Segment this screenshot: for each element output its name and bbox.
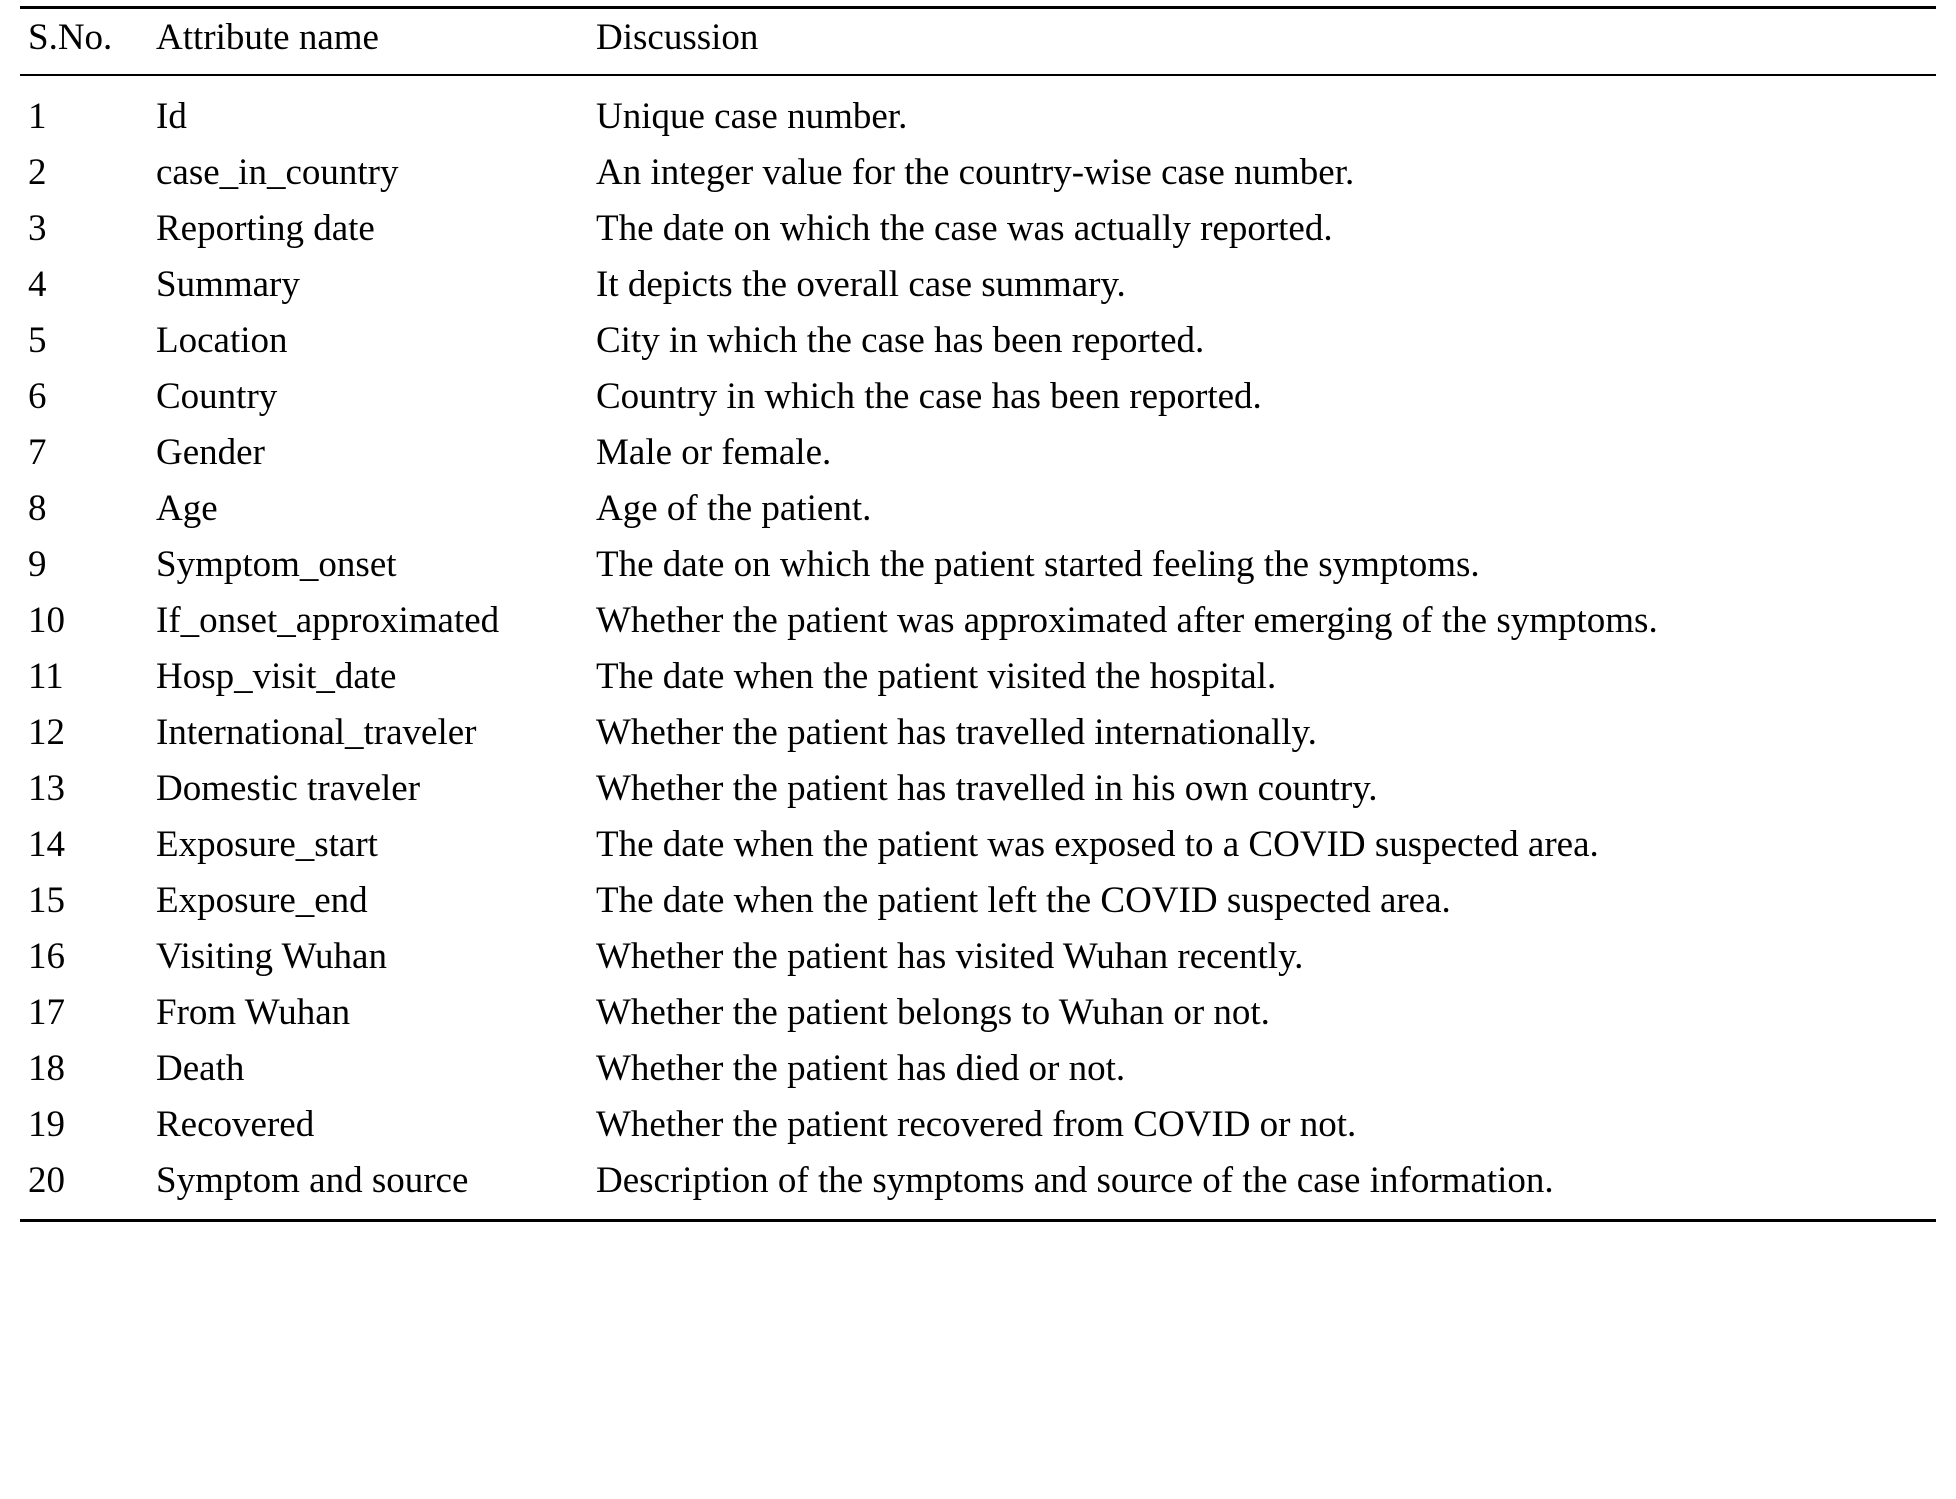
table-header-row <box>20 8 1936 76</box>
cell-discussion: Whether the patient has visited Wuhan recently. <box>596 936 1304 977</box>
cell-sno: 4 <box>28 264 47 305</box>
cell-sno: 5 <box>28 320 47 361</box>
cell-discussion: Whether the patient has travelled in his own country. <box>596 768 1378 809</box>
cell-attribute-name: Symptom and source <box>156 1160 469 1201</box>
cell-attribute-name: Death <box>156 1048 245 1089</box>
table-row <box>20 1041 1936 1097</box>
cell-discussion: Country in which the case has been reported. <box>596 376 1262 417</box>
table-row <box>20 257 1936 313</box>
table-body <box>20 75 1936 1221</box>
cell-sno: 10 <box>28 600 65 641</box>
table-row <box>20 985 1936 1041</box>
cell-sno: 1 <box>28 96 47 137</box>
cell-discussion: Whether the patient recovered from COVID or not. <box>596 1104 1357 1145</box>
cell-attribute-name: Id <box>156 96 187 137</box>
cell-discussion: City in which the case has been reported. <box>596 320 1205 361</box>
table-row <box>20 313 1936 369</box>
cell-sno: 13 <box>28 768 65 809</box>
cell-discussion: It depicts the overall case summary. <box>596 264 1126 305</box>
cell-discussion: Whether the patient was approximated after emerging of the symptoms. <box>596 600 1658 641</box>
cell-sno: 3 <box>28 208 47 249</box>
column-header-attribute-name: Attribute name <box>156 17 379 58</box>
cell-sno: 9 <box>28 544 47 585</box>
cell-sno: 12 <box>28 712 65 753</box>
cell-attribute-name: Exposure_start <box>156 824 378 865</box>
cell-discussion: The date on which the patient started feeling the symptoms. <box>596 544 1480 585</box>
cell-attribute-name: Age <box>156 488 218 529</box>
cell-discussion: Whether the patient has travelled internationally. <box>596 712 1317 753</box>
table-row <box>20 425 1936 481</box>
cell-sno: 2 <box>28 152 47 193</box>
cell-attribute-name: Symptom_onset <box>156 544 397 585</box>
cell-sno: 18 <box>28 1048 65 1089</box>
cell-discussion: Description of the symptoms and source of the case information. <box>596 1160 1554 1201</box>
cell-discussion: The date on which the case was actually reported. <box>596 208 1333 249</box>
cell-attribute-name: Exposure_end <box>156 880 368 921</box>
cell-discussion: Whether the patient belongs to Wuhan or not. <box>596 992 1270 1033</box>
attribute-description-table <box>20 6 1936 1222</box>
table-row <box>20 817 1936 873</box>
table-row <box>20 75 1936 145</box>
cell-discussion: The date when the patient left the COVID suspected area. <box>596 880 1451 921</box>
table-row <box>20 369 1936 425</box>
cell-attribute-name: Visiting Wuhan <box>156 936 387 977</box>
cell-discussion: Male or female. <box>596 432 832 473</box>
table-header <box>20 8 1936 76</box>
cell-attribute-name: From Wuhan <box>156 992 351 1033</box>
table-row <box>20 873 1936 929</box>
cell-sno: 7 <box>28 432 47 473</box>
cell-attribute-name: Gender <box>156 432 265 473</box>
cell-sno: 16 <box>28 936 65 977</box>
cell-attribute-name: Summary <box>156 264 300 305</box>
cell-sno: 15 <box>28 880 65 921</box>
cell-discussion: Whether the patient has died or not. <box>596 1048 1126 1089</box>
table-row <box>20 1097 1936 1153</box>
cell-attribute-name: If_onset_approximated <box>156 600 500 641</box>
cell-attribute-name: Domestic traveler <box>156 768 421 809</box>
column-header-sno: S.No. <box>28 17 113 58</box>
table-row <box>20 649 1936 705</box>
cell-discussion: Age of the patient. <box>596 488 872 529</box>
cell-discussion: Unique case number. <box>596 96 908 137</box>
cell-attribute-name: Recovered <box>156 1104 315 1145</box>
table-row <box>20 929 1936 985</box>
cell-sno: 8 <box>28 488 47 529</box>
table-row <box>20 481 1936 537</box>
table-row <box>20 537 1936 593</box>
cell-attribute-name: Country <box>156 376 278 417</box>
cell-sno: 11 <box>28 656 64 697</box>
column-header-discussion: Discussion <box>596 17 759 58</box>
cell-discussion: The date when the patient was exposed to a COVID suspected area. <box>596 824 1599 865</box>
table-row <box>20 1153 1936 1221</box>
cell-sno: 19 <box>28 1104 65 1145</box>
cell-sno: 6 <box>28 376 47 417</box>
table-row <box>20 145 1936 201</box>
cell-discussion: An integer value for the country-wise case number. <box>596 152 1355 193</box>
table-row <box>20 761 1936 817</box>
cell-attribute-name: International_traveler <box>156 712 477 753</box>
cell-attribute-name: Location <box>156 320 288 361</box>
table-row <box>20 705 1936 761</box>
cell-sno: 14 <box>28 824 65 865</box>
cell-sno: 20 <box>28 1160 65 1201</box>
cell-attribute-name: case_in_country <box>156 152 399 193</box>
cell-attribute-name: Reporting date <box>156 208 375 249</box>
table-row <box>20 593 1936 649</box>
cell-discussion: The date when the patient visited the hospital. <box>596 656 1277 697</box>
cell-attribute-name: Hosp_visit_date <box>156 656 397 697</box>
table-row <box>20 201 1936 257</box>
cell-sno: 17 <box>28 992 65 1033</box>
